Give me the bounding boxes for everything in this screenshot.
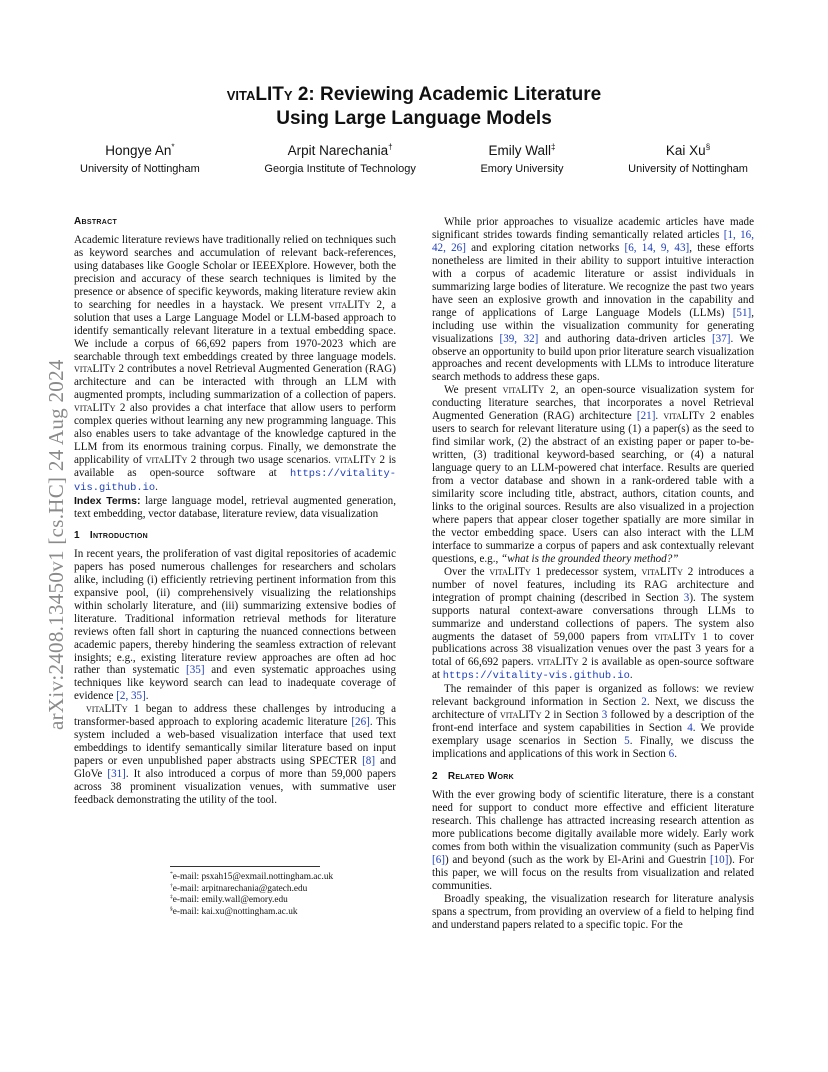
author-footnote-mark: * [171,142,175,152]
footnote: *e-mail: psxah15@exmail.nottingham.ac.uk [170,870,334,882]
related-work-paragraph-1: With the ever growing body of scientific literature, there is a constant need for support to conduct more effective and efficient literature research. This challenge has attracted increasing research attention as more publications become digitally available more widely. Early work comes from both within the visualization community (such as PaperVis [6]) and beyond (such as the work by El-Arini and Guestrin [10]). For this paper, we will focus on the results from visualization and related communities. [432,788,755,892]
citation-link[interactable]: [31] [107,768,126,781]
author-name: Kai Xu [665,143,706,158]
project-url-link[interactable]: https://vitality-vis.github.io [74,468,396,495]
footnote-rule [170,866,320,867]
system-name: vitaLITy [654,630,696,643]
system-name: vitaLITy [499,709,542,722]
system-name: vitaLITy [145,454,188,467]
system-name: vitaLITy [74,402,116,415]
citation-link[interactable]: [6] [432,853,445,866]
system-name: vitaLITy [328,298,371,311]
system-name: vitaLITy [74,363,116,376]
section-link[interactable]: 6 [668,748,675,761]
section-link[interactable]: 5 [624,735,630,748]
citation-link[interactable]: [37] [711,332,731,345]
intro-paragraph-1: In recent years, the proliferation of vast digital repositories of academic papers has posed numerous challenges for researchers and scholars alike, including (i) efficiently retrieving pertinent information from this expansive pool, (ii) comprehensively visualizing the relationships within scholarly literature, and (iii) summarizing extensive bodies of literature. Traditional information retrieval methods for literature reviews often fall short in capturing the nuanced connections between academic papers, thereby hindering the seamless extraction of relevant insights; e.g., existing literature review approaches are often ad hoc rather than systematic [35] and even systematic approaches using techniques like keyword search can lead to inadequate coverage of evidence [2, 35]. [74,547,396,703]
system-name: vitaLITy [86,703,128,716]
paper-title [0,83,828,131]
section-link[interactable]: 3 [601,709,608,722]
intro-paragraph-5: Over the vitaLITy 1 predecessor system, vitaLITy 2 introduces a number of novel features, including its RAG architecture and integration of prompt chaining (described in Section 3). The system supports natural context-aware conversations through LLMs to summarize and understand collections of papers. The system also augments the dataset of 59,000 papers from vitaLITy 1 to cover publications across 38 visualization venues over the past 3 years for a total of 66,692 papers. vitaLITy 2 is available as open-source software at https://vitality-vis.github.io. [432,565,754,683]
footnote: ‡e-mail: emily.wall@emory.edu [170,893,288,905]
example-question: “what is the grounded theory method?” [501,552,679,565]
author-block [80,142,200,177]
author-block [264,142,415,177]
intro-paragraph-6: The remainder of this paper is organized as follows: we review relevant background information in Section 2. Next, we discuss the architecture of vitaLITy 2 in Section 3 followed by a description of the front-end interface and system capabilities in Section 4. We provide exemplary usage scenarios in Section 5. Finally, we discuss the implications and applications of this work in Section 6. [432,683,755,761]
author-block [628,142,748,177]
citation-link[interactable]: [1, 16, 42, 26] [432,228,754,254]
arxiv-identifier-stamp: arXiv:2408.13450v1 [cs.HC] 24 Aug 2024 [44,359,68,730]
author-name: Hongye An [105,143,172,158]
intro-paragraph-4: We present vitaLITy 2, an open-source visualization system for conducting literature searches, that incorporates a novel Retrieval Augmented Generation (RAG) architecture [21]. vitaLITy 2 enables users to search for relevant literature using (1) a paper(s) as the seed to find similar work, (2) the abstract of an existing paper or paper to-be-written, (3) traditional keyword-based searching, or (4) a natural language query to an LLM-powered chat interface. Results are queried from a vector database and shown in a rank-ordered table with a similarity score including title, abstract, authors, citation counts, and links to the original sources. Results are also visualized in a projection where papers that appear closer together spatially are more similar in the vector embedding space. Users can also interact with the LLM interface to summarize a corpus of papers and ask contextually relevant questions, e.g., “what is the grounded theory method?” [432,384,755,565]
author-block [480,142,563,177]
author-affiliation: University of Nottingham [628,163,748,175]
title-line-2: Using Large Language Models [276,108,552,129]
system-name: vitaLITy [489,565,531,578]
citation-link[interactable]: [35] [186,664,205,677]
author-affiliation: University of Nottingham [80,163,200,175]
section-heading-related-work: 2 Related Work [432,771,514,783]
section-link[interactable]: 3 [683,591,690,604]
system-name: vitaLITy [537,656,579,669]
citation-link[interactable]: [8] [362,755,376,768]
author-footnote-mark: § [705,142,711,152]
citation-link[interactable]: [51] [732,306,752,319]
section-link[interactable]: 2 [641,696,647,709]
footnote: §e-mail: kai.xu@nottingham.ac.uk [170,905,298,917]
abstract-heading: Abstract [74,216,118,227]
citation-link[interactable]: [6, 14, 9, 43] [624,241,690,254]
intro-paragraph-2: vitaLITy 1 began to address these challenges by introducing a transformer-based approach to exploring academic literature [26]. This system included a web-based visualization interface that used text embeddings to identify semantically similar literature based on input papers or even unpublished paper abstracts using SPECTER [8] and GloVe [31]. It also introduced a corpus of more than 59,000 papers across 38 prominent visualization venues, with summative user feedback demonstrating the utility of the tool. [74,703,397,806]
system-name: vitaLITy [641,565,683,578]
section-heading-introduction: 1 Introduction [74,529,148,541]
section-link[interactable]: 4 [687,722,693,735]
left-column [74,216,396,807]
author-affiliation: Georgia Institute of Technology [264,163,416,175]
intro-paragraph-3: While prior approaches to visualize academic articles have made significant strides towards finding semantically related articles [1, 16, 42, 26] and exploring citation networks [6, 14, 9, 43], these efforts nonetheless are limited in their ability to support intuitive interaction with a corpus of academic literature or assist individuals in summarizing large bodies of literature. We recognize the past two years have seen an explosive growth and innovation in the capability and range of applications of Large Language Models (LLMs) [51], including use within the visualization community for generating visualizations [39, 32] and authoring data-driven articles [37]. We observe an opportunity to build upon prior literature search visualization approaches and recent developments with LLMs to introduce literature search methods to address these gaps. [432,216,755,384]
related-work-paragraph-2: Broadly speaking, the visualization research for literature analysis spans a spectrum, from providing an overview of a field to helping find and understand papers related to a specific topic. For the [432,892,754,931]
footnotes [74,866,396,918]
title-line-1: 2: Reviewing Academic Literature [292,84,602,105]
abstract-paragraph: Academic literature reviews have traditionally relied on techniques such as keyword searches and accumulation of relevant back-references, using databases like Google Scholar or IEEEXplore. However, both the precision and accuracy of these search techniques is limited by the presence or absence of specific keywords, making literature review akin to searching for needles in a haystack. We present vitaLITy 2, a solution that uses a Large Language Model or LLM-based approach to identify semantically relevant literature in a textual embedding space. We include a corpus of 66,692 papers from 1970-2023 which are searchable through text embeddings created by three language models. vitaLITy 2 contributes a novel Retrieval Augmented Generation (RAG) architecture and can be interacted with through an LLM with augmented prompts, including summarization of a collection of papers. vitaLITy 2 also provides a chat interface that allow users to perform complex queries without learning any new programming language. This also enables users to take advantage of the knowledge captured in the LLM from its enormous training corpus. Finally, we demonstrate the applicability of vitaLITy 2 through two usage scenarios. vitaLITy 2 is available as open-source software at https://vitality-vis.github.io. [74,233,396,495]
system-name: vitaLITy [334,454,376,467]
citation-link[interactable]: [2, 35] [116,690,146,703]
author-name: Arpit Narechania [287,143,389,158]
right-column [432,216,754,931]
project-url-link[interactable]: https://vitality-vis.github.io [442,670,630,683]
author-list [80,142,748,177]
citation-link[interactable]: [26] [351,716,370,729]
system-name: vitaLITy [663,410,705,423]
system-name: vitaLITy [502,384,545,397]
index-terms [74,495,396,521]
author-affiliation: Emory University [480,163,564,175]
index-terms-text: large language model, retrieval augmented generation, text embedding, vector database, literature review, data visualization [74,495,396,520]
author-name: Emily Wall [488,143,551,158]
footnote: †e-mail: arpitnarechania@gatech.edu [170,882,308,894]
author-footnote-mark: ‡ [550,142,556,152]
citation-link[interactable]: [39, 32] [499,332,539,345]
title-system-name: vitaLITy [226,84,293,105]
index-terms-label: Index Terms: [74,495,141,508]
citation-link[interactable]: [21] [636,410,656,423]
citation-link[interactable]: [10] [709,853,729,866]
author-footnote-mark: † [388,142,393,152]
